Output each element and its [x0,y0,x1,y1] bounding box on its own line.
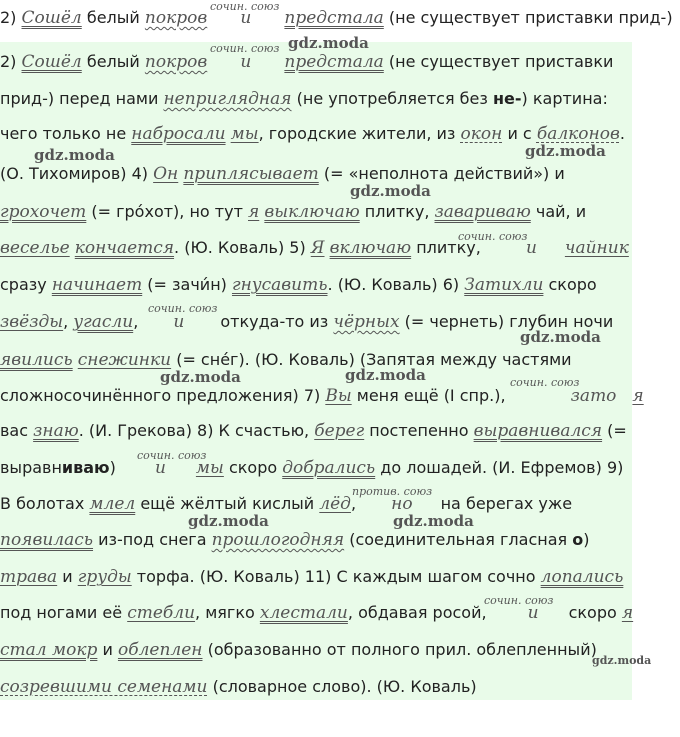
subject-word: Он [153,164,179,184]
predicate-word: кончается [74,238,175,258]
text: прид-) перед нами [0,89,164,108]
conjunction-word: но [391,494,413,514]
conjunction-word: и [240,8,252,28]
subject-word: Я [310,238,325,258]
subject-word: груды [77,567,132,587]
watermark: gdz.moda [350,182,431,200]
text: . (И. Грекова) 8) К счастью, [78,421,315,440]
predicate-word: Затихли [464,275,544,295]
text: белый [81,8,145,27]
text: на берегах уже [440,494,573,513]
predicate-word: явились [0,350,73,370]
text: под ногами её [0,603,128,622]
predicate-word: стал мокр [0,640,98,660]
text: (соединительная гласная [344,530,573,549]
predicate-word: набросали [131,124,226,144]
subject-word: покров [144,8,208,28]
predicate-word: включаю [329,238,412,258]
conjunction-note: сочин. союз [148,302,218,315]
adverbial-word: окон [460,124,503,144]
watermark: gdz.moda [160,368,241,386]
subject-word: мы [230,124,259,144]
text: , городские жители, из [258,124,461,143]
text: (= гро́хот), но тут [86,202,248,221]
adverbial-phrase: созревшими семенами [0,677,208,697]
text-line-15 [0,567,623,587]
subject-word: трава [0,567,58,587]
text-line-16 [0,603,633,623]
text: (не существует приставки прид-) [383,8,673,27]
text: . (Ю. Коваль) 5) [174,238,311,257]
text-line-4 [0,164,565,184]
conjunction-note: сочин. союз [458,230,528,243]
text: чай, и [530,202,587,221]
predicate-word: Сошёл [21,52,82,72]
text: сложносочинённого предложения) 7) [0,386,326,405]
text: и с [502,124,537,143]
item-number: 2) [0,8,17,27]
conjunction-note: сочин. союз [510,376,580,389]
conjunction-note: против. союз [352,485,433,498]
subject-word: я [621,603,634,623]
text: , [350,494,357,513]
text-line-17 [0,640,597,660]
predicate-word: хлестали [259,603,348,623]
predicate-word: появилась [0,530,94,550]
conjunction-word: и [173,312,185,332]
subject-word: берег [314,421,365,441]
text-line-1: 2) Сошёл белый покров и предстала (не существует приставки [0,52,614,72]
predicate-word: начинает [51,275,143,295]
text: скоро [543,275,597,294]
watermark: gdz.moda [345,366,426,384]
adverbial-word: балконов [536,124,620,144]
text: скоро [568,603,622,622]
text: , обдавая росой, [347,603,487,622]
text-line-6 [0,238,629,258]
watermark: gdz.moda [288,34,369,52]
conjunction-word: и [240,52,252,72]
text: плитку, [411,238,481,257]
attribute-word: чёрных [333,312,400,332]
text-line-13 [0,494,572,514]
text: (= [602,421,627,440]
text: (образованно от полного прил. облепленный) [202,640,597,659]
text: из-под снега [93,530,212,549]
item-number: 2) [0,52,17,71]
conjunction-word: и [527,603,539,623]
text: вас [0,421,34,440]
predicate-word: знаю [33,421,79,441]
watermark: gdz.moda [525,142,606,160]
text: плитку, [359,202,435,221]
conjunction-note: сочин. союз [484,594,554,607]
predicate-word: лопались [540,567,624,587]
watermark: gdz.moda [520,328,601,346]
predicate-word: Сошёл [21,8,82,28]
predicate-word: облеплен [117,640,203,660]
predicate-word: выравнивался [473,421,603,441]
predicate-word: завариваю [434,202,531,222]
text-line-12 [0,458,623,478]
subject-word: веселье [0,238,70,258]
bold-text: о [572,530,584,549]
text-line-9 [0,350,572,370]
conjunction-word: и [154,458,166,478]
predicate-word: угасли [73,312,134,332]
bold-text: не- [492,89,522,108]
text: (= «неполнота действий») и [318,164,565,183]
watermark: gdz.moda [592,654,652,667]
subject-word: снежинки [77,350,172,370]
conjunction-note: сочин. союз [210,42,280,55]
subject-word: лёд [319,494,351,514]
text: ) [109,458,116,477]
text: до лошадей. (И. Ефремов) 9) [375,458,624,477]
text: чего только не [0,124,132,143]
conjunction-note: сочин. союз [210,0,280,13]
predicate-word: приплясывает [183,164,319,184]
text: (О. Тихомиров) 4) [0,164,154,183]
predicate-word: млел [89,494,136,514]
text: (словарное слово). (Ю. Коваль) [207,677,477,696]
text: и [97,640,118,659]
text: откуда-то из [220,312,334,331]
text: (= сне́г). (Ю. Коваль) (Запятая между частями [171,350,572,369]
text: ) [583,530,590,549]
text: (не существует приставки [383,52,614,71]
text: сразу [0,275,52,294]
subject-word: мы [195,458,224,478]
predicate-word: предстала [284,52,384,72]
text: торфа. (Ю. Коваль) 11) С каждым шагом сочно [131,567,541,586]
text-line-2 [0,89,608,109]
attribute-word: прошлогодняя [211,530,345,550]
predicate-word: грохочет [0,202,87,222]
text: ещё жёлтый кислый [135,494,320,513]
predicate-word: добрались [282,458,376,478]
text-line-18 [0,677,477,697]
text: и [57,567,78,586]
bold-text: иваю [61,458,110,477]
predicate-word: предстала [284,8,384,28]
subject-word: покров [144,52,208,72]
watermark: gdz.moda [393,512,474,530]
subject-word: стебли [127,603,196,623]
text: . (Ю. Коваль) 6) [327,275,465,294]
top-line [0,8,673,28]
text-line-14 [0,530,589,550]
conjunction-word: и [525,238,537,258]
conjunction-word: зато [570,386,617,406]
subject-word: Вы [325,386,352,406]
subject-word: я [632,386,644,406]
text: выравн [0,458,62,477]
text-line-11 [0,421,627,441]
text-line-5 [0,202,586,222]
predicate-word: выключаю [264,202,360,222]
text-line-7 [0,275,597,295]
watermark: gdz.moda [34,146,115,164]
text: , [63,312,74,331]
text-line-10 [0,386,644,406]
text: (= зачи́н) [142,275,232,294]
text: , [133,312,139,331]
attribute-word: неприглядная [163,89,292,109]
text: постепенно [364,421,474,440]
text: , мягко [195,603,260,622]
text: меня ещё (I спр.), [351,386,506,405]
subject-word: звёзды [0,312,64,332]
text: В болотах [0,494,90,513]
text: ) картина: [521,89,608,108]
text: . [619,124,625,143]
text-line-3 [0,124,625,144]
subject-word: чайник [564,238,629,258]
subject-word: я [248,202,260,222]
conjunction-note: сочин. союз [137,449,207,462]
text: скоро [223,458,283,477]
predicate-word: гнусавить [231,275,328,295]
text: (не употребляется без [291,89,493,108]
watermark: gdz.moda [188,512,269,530]
text: (= чернеть) глубин ночи [399,312,614,331]
